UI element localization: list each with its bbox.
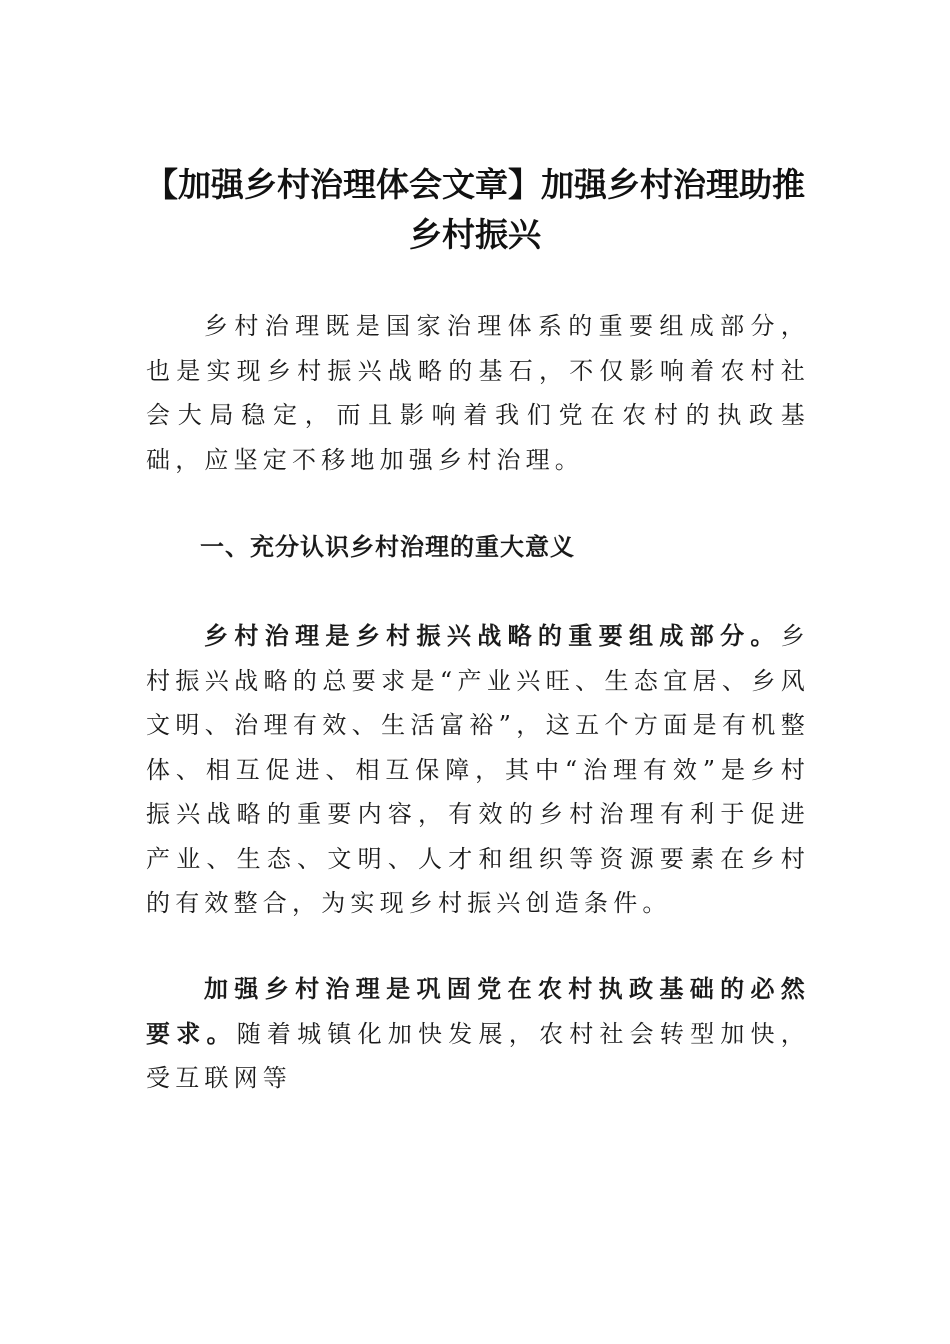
intro-paragraph: 乡村治理既是国家治理体系的重要组成部分，也是实现乡村振兴战略的基石，不仅影响着农村社会大局稳定，而且影响着我们党在农村的执政基础，应坚定不移地加强乡村治理。: [146, 312, 810, 474]
paragraph-lead-sentence: 乡村治理是乡村振兴战略的重要组成部分。: [204, 621, 781, 650]
paragraph-governance-foundation: [146, 967, 810, 1101]
paragraph-significance: [146, 614, 810, 926]
paragraph-body: 随着城镇化加快发展，农村社会转型加快，受互联网等: [146, 1019, 810, 1092]
paragraph-lead-sentence: 加强乡村治理是巩固党在农村执政基础的必然要求。: [146, 974, 810, 1048]
document-title: 【加强乡村治理体会文章】加强乡村治理助推乡村振兴: [145, 165, 805, 254]
section-heading-1: 一、充分认识乡村治理的重大意义: [200, 533, 575, 561]
paragraph-body: 乡村振兴战略的总要求是“产业兴旺、生态宜居、乡风文明、治理有效、生活富裕”，这五个方面是有机整体、相互促进、相互保障，其中“治理有效”是乡村振兴战略的重要内容，有效的乡村治理有利于促进产业、生态、文明、人才和组织等资源要素在乡村的有效整合，为实现乡村振兴创造条件。: [146, 622, 810, 917]
